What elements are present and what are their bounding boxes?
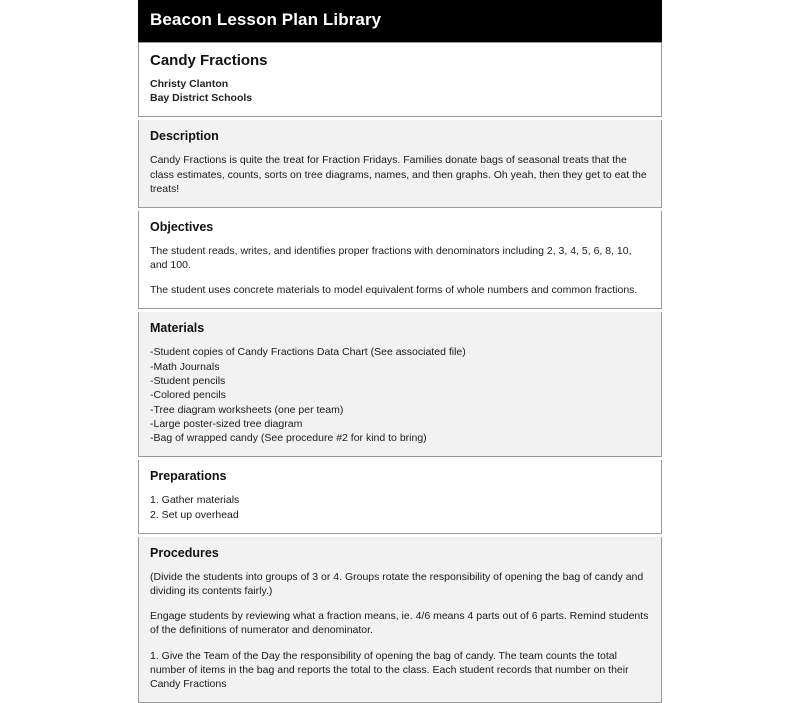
list-item: -Student pencils bbox=[150, 374, 226, 387]
description-section bbox=[138, 120, 662, 208]
lesson-header-section bbox=[138, 42, 662, 118]
description-heading: Description bbox=[150, 129, 219, 144]
site-title: Beacon Lesson Plan Library bbox=[150, 10, 382, 29]
preparations-heading: Preparations bbox=[150, 469, 227, 484]
list-item: 1. Gather materials bbox=[150, 494, 240, 507]
materials-list bbox=[150, 345, 650, 445]
author-name: Christy Clanton bbox=[150, 77, 229, 90]
list-item: -Tree diagram worksheets (one per team) bbox=[150, 403, 344, 416]
description-text: Candy Fractions is quite the treat for Fraction Fridays. Families donate bags of seasonal treats that the class estimates, counts, sorts on tree diagrams, names, and then graphs. Oh yeah, then they get to eat the treats! bbox=[150, 154, 647, 195]
list-item: -Large poster-sized tree diagram bbox=[150, 417, 303, 430]
procedure-text-2: Engage students by reviewing what a fraction means, ie. 4/6 means 4 parts out of 6 parts. Remind students of the definitions of numerator and denominator. bbox=[150, 610, 649, 637]
list-item: -Colored pencils bbox=[150, 389, 226, 402]
lesson-plan-page bbox=[138, 0, 662, 690]
objectives-heading: Objectives bbox=[150, 219, 214, 234]
materials-heading: Materials bbox=[150, 321, 205, 336]
objective-text-2: The student uses concrete materials to model equivalent forms of whole numbers and common fractions. bbox=[150, 284, 638, 297]
page-title: Candy Fractions bbox=[150, 51, 268, 69]
preparations-list bbox=[150, 493, 650, 522]
procedures-section bbox=[138, 537, 662, 703]
lesson-byline bbox=[150, 78, 650, 106]
procedure-text-3: 1. Give the Team of the Day the responsibility of opening the bag of candy. The team counts the total number of items in the bag and reports the total to the class. Each student records that number on their Candy Fractions bbox=[150, 649, 629, 690]
site-banner bbox=[138, 0, 662, 42]
list-item: -Math Journals bbox=[150, 360, 220, 373]
author-organization: Bay District Schools bbox=[150, 91, 253, 104]
preparations-section bbox=[138, 460, 662, 534]
procedures-heading: Procedures bbox=[150, 545, 219, 560]
list-item: 2. Set up overhead bbox=[150, 508, 239, 521]
materials-section bbox=[138, 312, 662, 457]
objectives-section bbox=[138, 211, 662, 310]
objective-text-1: The student reads, writes, and identifies proper fractions with denominators including 2, 3, 4, 5, 6, 8, 10, and 100. bbox=[150, 244, 632, 272]
list-item: -Bag of wrapped candy (See procedure #2 for kind to bring) bbox=[150, 432, 427, 445]
list-item: -Student copies of Candy Fractions Data Chart (See associated file) bbox=[150, 346, 466, 359]
procedure-text-1: (Divide the students into groups of 3 or 4. Groups rotate the responsibility of opening the bag of candy and dividing its contents fairly.) bbox=[150, 570, 644, 597]
